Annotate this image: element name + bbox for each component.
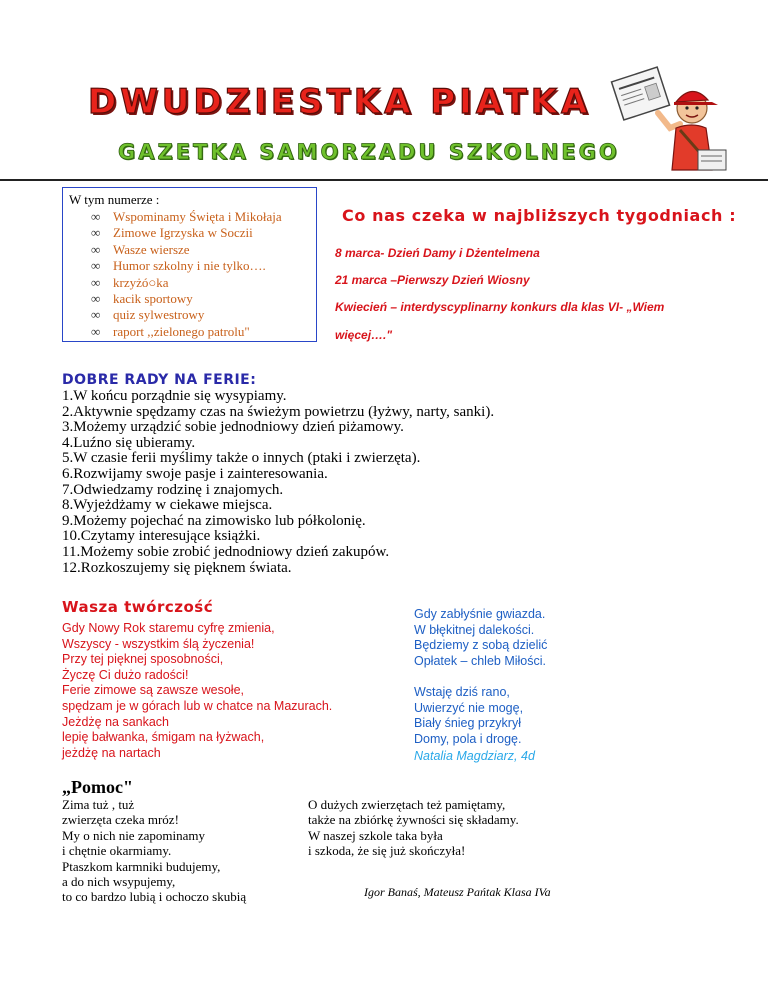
- agenda-item: Kwiecień – interdyscyplinarny konkurs dla klas VI- „Wiem: [335, 300, 665, 314]
- poem-line: Ferie zimowe są zawsze wesołe,: [62, 683, 245, 698]
- help-credits: Igor Banaś, Mateusz Pańtak Klasa IVa: [364, 885, 551, 899]
- toc-item: ∞ Wasze wiersze: [91, 241, 190, 257]
- tips-list: [62, 389, 494, 576]
- tip-item: 3.Możemy urządzić sobie jednodniowy dzień piżamowy.: [62, 419, 404, 436]
- poem-line: Wszyscy - wszystkim ślą życzenia!: [62, 636, 255, 651]
- table-of-contents: [62, 187, 317, 342]
- tip-item: 9.Możemy pojechać na zimowisko lub półkolonię.: [62, 512, 366, 529]
- infinity-bullet-icon: ∞: [91, 225, 101, 241]
- toc-list: [69, 209, 310, 340]
- poem-line: jeżdżę na nartach: [62, 745, 161, 760]
- infinity-bullet-icon: ∞: [91, 307, 101, 323]
- tip-item: 11.Możemy sobie zrobić jednodniowy dzień zakupów.: [62, 543, 390, 560]
- poem-line: Gdy Nowy Rok staremu cyfrę zmienia,: [62, 621, 275, 635]
- poem-help-right: [308, 797, 519, 859]
- poem-star: [414, 607, 547, 669]
- newsletter-subtitle: GAZETKA SAMORZADU SZKOLNEGO: [118, 140, 620, 164]
- infinity-bullet-icon: ∞: [91, 209, 101, 224]
- poem-line: Jeżdżę na sankach: [62, 714, 170, 729]
- toc-item: ∞ raport ,,zielonego patrolu": [91, 323, 250, 339]
- toc-item: ∞ krzyżó○ka: [91, 274, 169, 290]
- toc-item: ∞ Zimowe Igrzyska w Soczii: [91, 225, 253, 241]
- toc-item: ∞ Humor szkolny i nie tylko….: [91, 258, 266, 274]
- help-title: „Pomoc": [62, 777, 133, 797]
- poem-line: Uwierzyć nie mogę,: [414, 700, 524, 715]
- poem-line: W naszej szkole taka była: [308, 827, 443, 843]
- poem-line: Wstaję dziś rano,: [414, 685, 510, 699]
- poem-line: Opłatek – chleb Miłości.: [414, 653, 547, 668]
- tip-item: 12.Rozkoszujemy się pięknem świata.: [62, 559, 292, 576]
- infinity-bullet-icon: ∞: [91, 323, 101, 339]
- infinity-bullet-icon: ∞: [91, 241, 101, 257]
- poem-line: Życzę Ci dużo radości!: [62, 667, 189, 682]
- poem-line: zwierzęta czeka mróz!: [62, 812, 179, 828]
- toc-item: ∞ Wspominamy Święta i Mikołaja: [91, 209, 282, 224]
- agenda-item: 8 marca- Dzień Damy i Dżentelmena: [335, 246, 540, 260]
- poem-line: W błękitnej dalekości.: [414, 622, 535, 637]
- poem-line: Biały śnieg przykrył: [414, 716, 521, 731]
- tip-item: 8.Wyjeżdżamy w ciekawe miejsca.: [62, 497, 273, 514]
- poem-line: Przy tej pięknej sposobności,: [62, 652, 224, 667]
- poem-line: Zima tuż , tuż: [62, 797, 135, 812]
- poem-line: i chętnie okarmiamy.: [62, 843, 172, 859]
- poem-line: a do nich wsypujemy,: [62, 874, 176, 890]
- tip-item: 1.W końcu porządnie się wysypiamy.: [62, 388, 287, 404]
- poem-line: spędzam je w górach lub w chatce na Mazurach.: [62, 698, 333, 713]
- poem-line: także na zbiórkę żywności się składamy.: [308, 812, 519, 828]
- agenda-title: Co nas czeka w najbliższych tygodniach :: [342, 206, 737, 225]
- tip-item: 4.Luźno się ubieramy.: [62, 434, 196, 451]
- tips-title: DOBRE RADY NA FERIE:: [62, 372, 257, 388]
- infinity-bullet-icon: ∞: [91, 258, 101, 274]
- header-divider: [0, 179, 768, 181]
- agenda-item: więcej….": [335, 328, 393, 342]
- poem-line: Domy, pola i drogę.: [414, 731, 522, 746]
- tip-item: 10.Czytamy interesujące książki.: [62, 528, 261, 545]
- poem-line: Gdy zabłyśnie gwiazda.: [414, 607, 546, 621]
- infinity-bullet-icon: ∞: [91, 274, 101, 290]
- poem-line: i szkoda, że się już skończyła!: [308, 843, 466, 859]
- poem-snow: [414, 685, 523, 747]
- poem-line: My o nich nie zapominamy: [62, 827, 205, 843]
- toc-heading: W tym numerze :: [69, 192, 160, 207]
- tip-item: 5.W czasie ferii myślimy także o innych (ptaki i zwierzęta).: [62, 450, 421, 467]
- newsletter-title: DWUDZIESTKA PIATKA: [88, 82, 592, 122]
- agenda-item: 21 marca –Pierwszy Dzień Wiosny: [335, 273, 530, 287]
- poem-line: Ptaszkom karmniki budujemy,: [62, 858, 221, 874]
- poem-line: O dużych zwierzętach też pamiętamy,: [308, 797, 506, 812]
- poem-line: lepię bałwanka, śmigam na łyżwach,: [62, 730, 265, 745]
- infinity-bullet-icon: ∞: [91, 291, 101, 307]
- toc-item: ∞ quiz sylwestrowy: [91, 307, 205, 323]
- tip-item: 2.Aktywnie spędzamy czas na świeżym powietrzu (łyżwy, narty, sanki).: [62, 403, 495, 420]
- tip-item: 7.Odwiedzamy rodzinę i znajomych.: [62, 481, 284, 498]
- poem-line: Będziemy z sobą dzielić: [414, 638, 548, 653]
- newspaper-boy-icon: [588, 58, 738, 178]
- poem-new-year: [62, 621, 332, 761]
- poem-author: Natalia Magdziarz, 4d: [414, 749, 535, 763]
- poem-help-left: [62, 797, 246, 905]
- creativity-title: Wasza twórczość: [62, 598, 214, 616]
- toc-item: ∞ kacik sportowy: [91, 291, 193, 307]
- tip-item: 6.Rozwijamy swoje pasje i zainteresowania.: [62, 465, 328, 482]
- poem-line: to co bardzo lubią i ochoczo skubią: [62, 889, 247, 905]
